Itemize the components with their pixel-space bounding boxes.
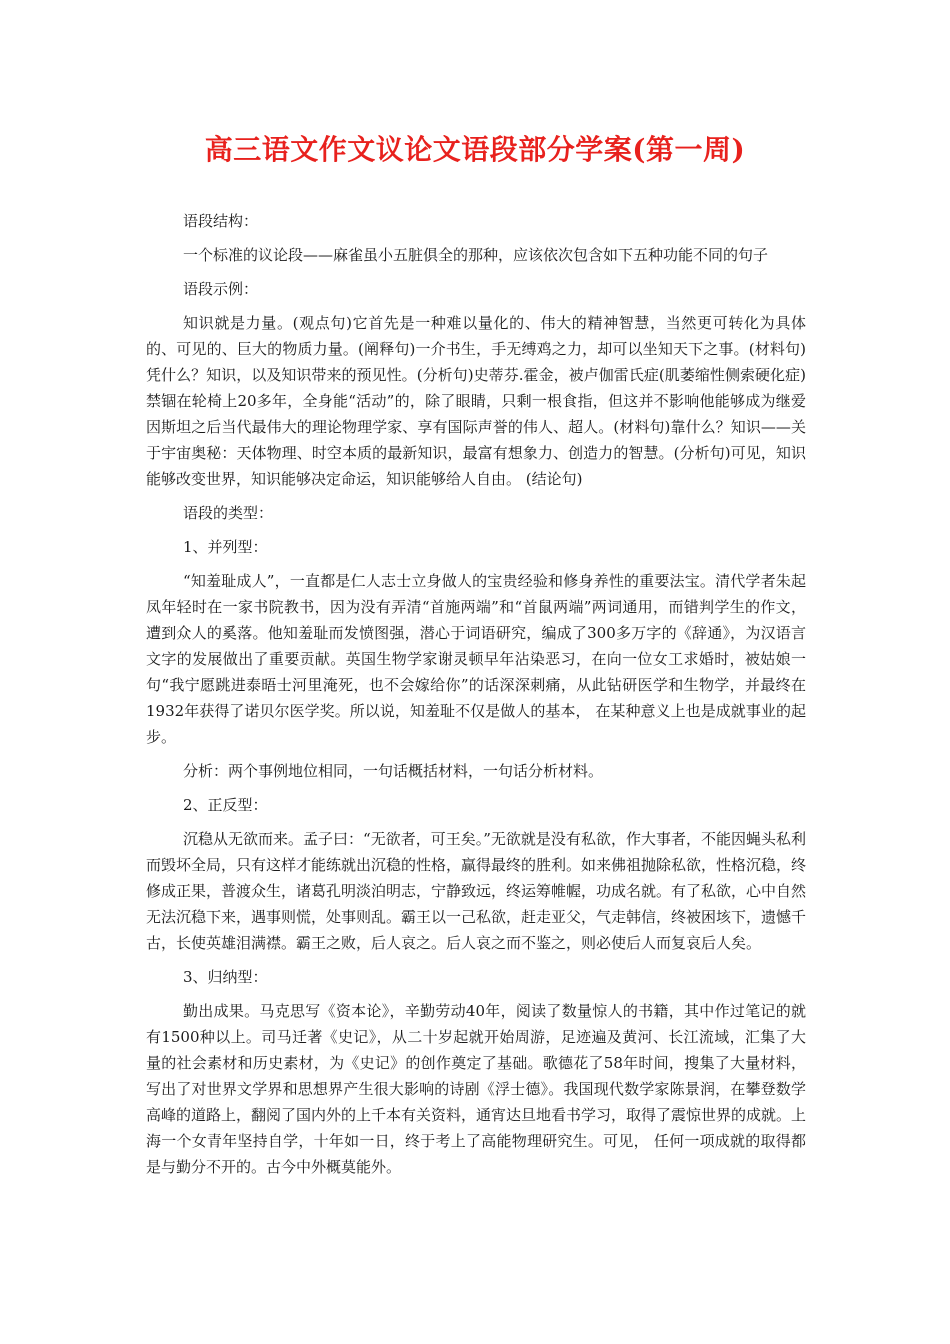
paragraph-example: 知识就是力量。(观点句)它首先是一种难以量化的、伟大的精神智慧，当然更可转化为具体的、可见的、巨大的物质力量。(阐释句)一介书生，手无缚鸡之力，却可以坐知天下之事。(材料句)凭什么？知识，以及知识带来的预见性。(分析句)史蒂芬.霍金，被卢伽雷氏症(肌萎缩性侧索硬化症)禁锢在轮椅上20多年，全身能“活动”的，除了眼睛，只剩一根食指，但这并不影响他能够成为继爱因斯坦之后当代最伟大的理论物理学家、享有国际声誉的伟人、超人。(材料句)靠什么？知识——关于宇宙奥秘：天体物理、时空本质的最新知识，最富有想象力、创造力的智慧。(分析句)可见，知识能够改变世界，知识能够决定命运，知识能够给人自由。 (结论句) xyxy=(146,314,806,488)
paragraph-parallel-example: “知羞耻成人”，一直都是仁人志士立身做人的宝贵经验和修身养性的重要法宝。清代学者朱起凤年轻时在一家书院教书，因为没有弄清“首施两端”和“首鼠两端”两词通用，而错判学生的作文，遭到众人的奚落。他知羞耻而发愤图强，潜心于词语研究，编成了300多万字的《辞通》，为汉语言文字的发展做出了重要贡献。英国生物学家谢灵顿早年沾染恶习，在向一位女工求婚时，被姑娘一句“我宁愿跳进泰晤士河里淹死，也不会嫁给你”的话深深刺痛，从此钻研医学和生物学，并最终在1932年获得了诺贝尔医学奖。所以说，知羞耻不仅是做人的基本， 在某种意义上也是成就事业的起步。 xyxy=(146,572,806,746)
paragraph-inductive-example: 勤出成果。马克思写《资本论》，辛勤劳动40年，阅读了数量惊人的书籍，其中作过笔记的就有1500种以上。司马迁著《史记》，从二十岁起就开始周游，足迹遍及黄河、长江流域，汇集了大量的社会素材和历史素材，为《史记》的创作奠定了基础。歌德花了58年时间，搜集了大量材料，写出了对世界文学界和思想界产生很大影响的诗剧《浮士德》。我国现代数学家陈景润，在攀登数学高峰的道路上，翻阅了国内外的上千本有关资料，通宵达旦地看书学习，取得了震惊世界的成就。上海一个女青年坚持自学，十年如一日，终于考上了高能物理研究生。可见， 任何一项成就的取得都是与勤分不开的。古今中外概莫能外。 xyxy=(146,1002,807,1176)
section-heading-structure: 语段结构： xyxy=(183,212,259,230)
paragraph-parallel-analysis: 分析：两个事例地位相同，一句话概括材料，一句话分析材料。 xyxy=(183,762,604,780)
subheading-inductive: 3、归纳型： xyxy=(183,968,268,986)
subheading-contrast: 2、正反型： xyxy=(183,796,268,814)
subheading-parallel: 1、并列型： xyxy=(183,538,268,556)
paragraph-contrast-example: 沉稳从无欲而来。孟子曰：“无欲者，可王矣。”无欲就是没有私欲，作大事者，不能因蝇头私利而毁坏全局，只有这样才能练就出沉稳的性格，赢得最终的胜利。如来佛祖抛除私欲，性格沉稳，终修成正果，普渡众生，诸葛孔明淡泊明志，宁静致远，终运筹帷幄，功成名就。有了私欲，心中自然无法沉稳下来，遇事则慌，处事则乱。霸王以一己私欲，赶走亚父，气走韩信，终被困垓下，遗憾千古，长使英雄泪满襟。霸王之败，后人哀之。后人哀之而不鉴之，则必使后人而复哀后人矣。 xyxy=(146,830,807,952)
section-heading-types: 语段的类型： xyxy=(183,504,274,522)
document-title: 高三语文作文议论文语段部分学案(第一周) xyxy=(204,133,746,166)
document-body xyxy=(146,208,806,1188)
paragraph-structure-description: 一个标准的议论段——麻雀虽小五脏俱全的那种，应该依次包含如下五种功能不同的句子 xyxy=(183,246,769,264)
section-heading-example: 语段示例： xyxy=(183,280,259,298)
